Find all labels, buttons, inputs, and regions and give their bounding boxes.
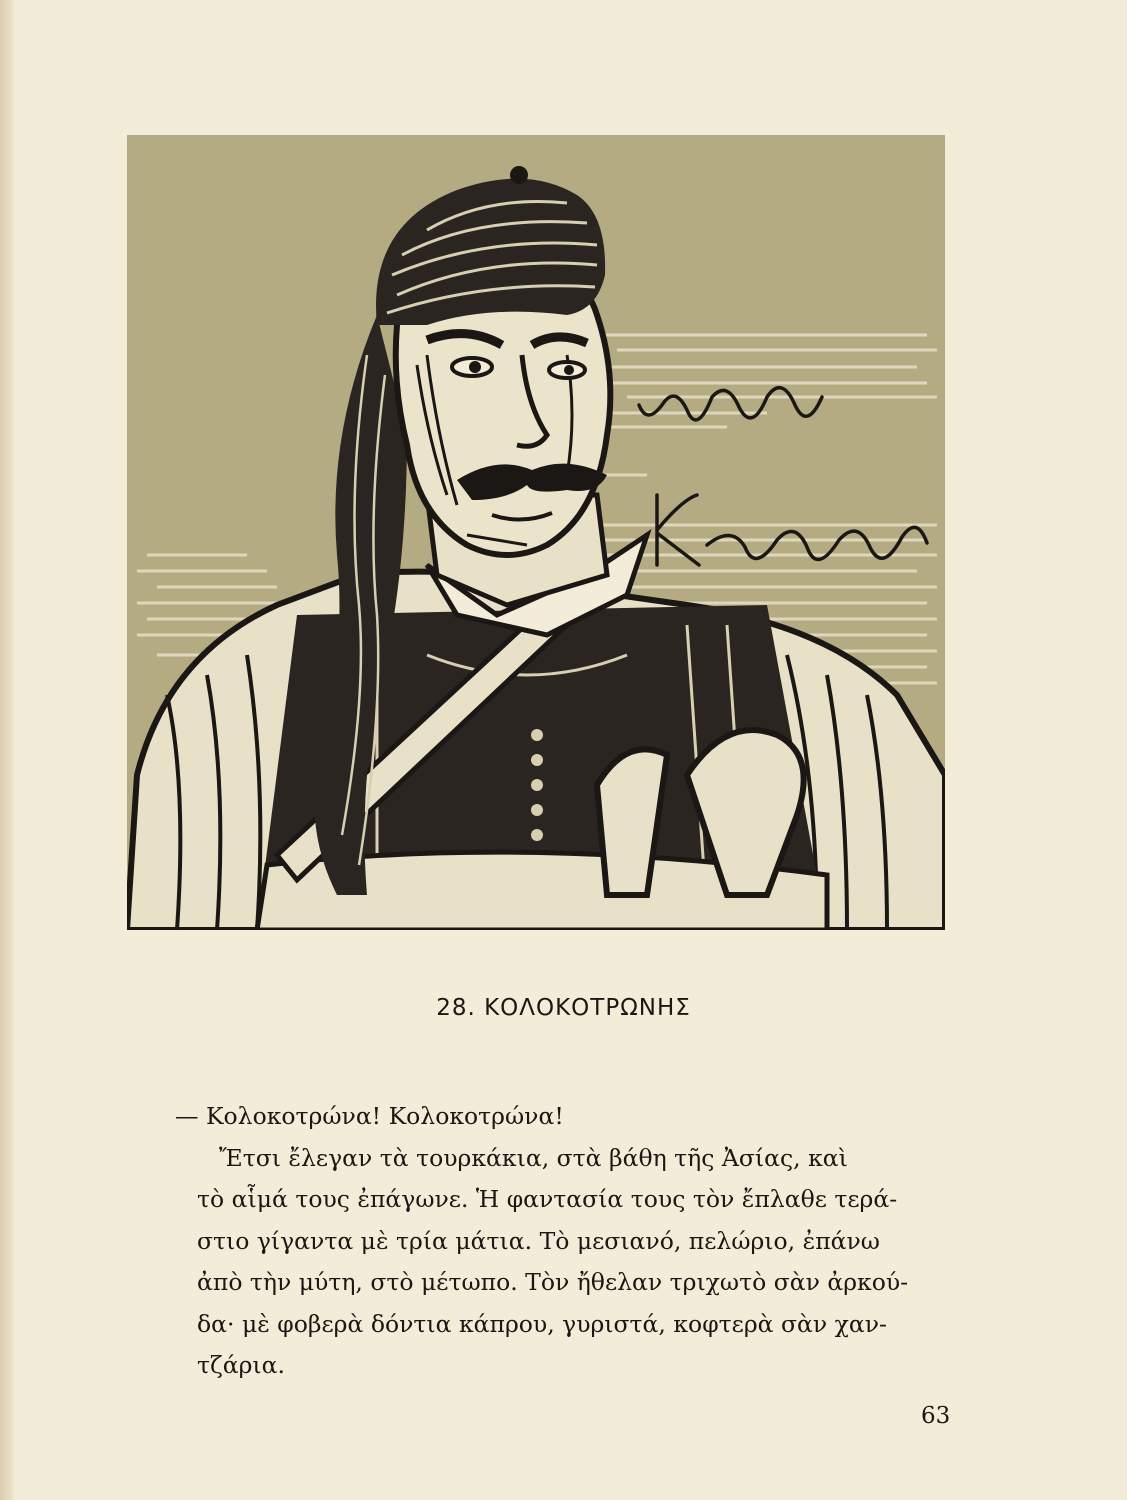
paragraph [175,1138,955,1387]
paragraph-line: τζάρια. [197,1351,285,1379]
paragraph-line: δα· μὲ φοβερὰ δόντια κάπρου, γυριστά, κοφτερὰ σὰν χαν- [197,1309,887,1338]
page-number: 63 [921,1403,951,1429]
dialogue-line: — Κολοκοτρώνα! Κολοκοτρώνα! [175,1102,564,1130]
paragraph-line: Ἔτσι ἔλεγαν τὰ τουρκάκια, στὰ βάθη τῆς Ἀσίας, καὶ [219,1143,848,1172]
paragraph-line: ἀπὸ τὴν μύτη, στὸ μέτωπο. Τὸν ἤθελαν τριχωτὸ σὰν ἀρκού- [197,1268,909,1296]
paragraph-line: τὸ αἷμά τους ἐπάγωνε. Ἡ φαντασία τους τὸν ἔπλαθε τερά- [197,1185,898,1213]
portrait-woodcut [127,135,945,930]
paragraph-line: στιο γίγαντα μὲ τρία μάτια. Τὸ μεσιανό, πελώριο, ἐπάνω [197,1226,880,1255]
chapter-title: 28. ΚΟΛΟΚΟΤΡΩΝΗΣ [436,995,691,1021]
portrait-drawing [127,135,945,930]
page-gutter [0,0,14,1500]
body-text [175,1096,955,1387]
